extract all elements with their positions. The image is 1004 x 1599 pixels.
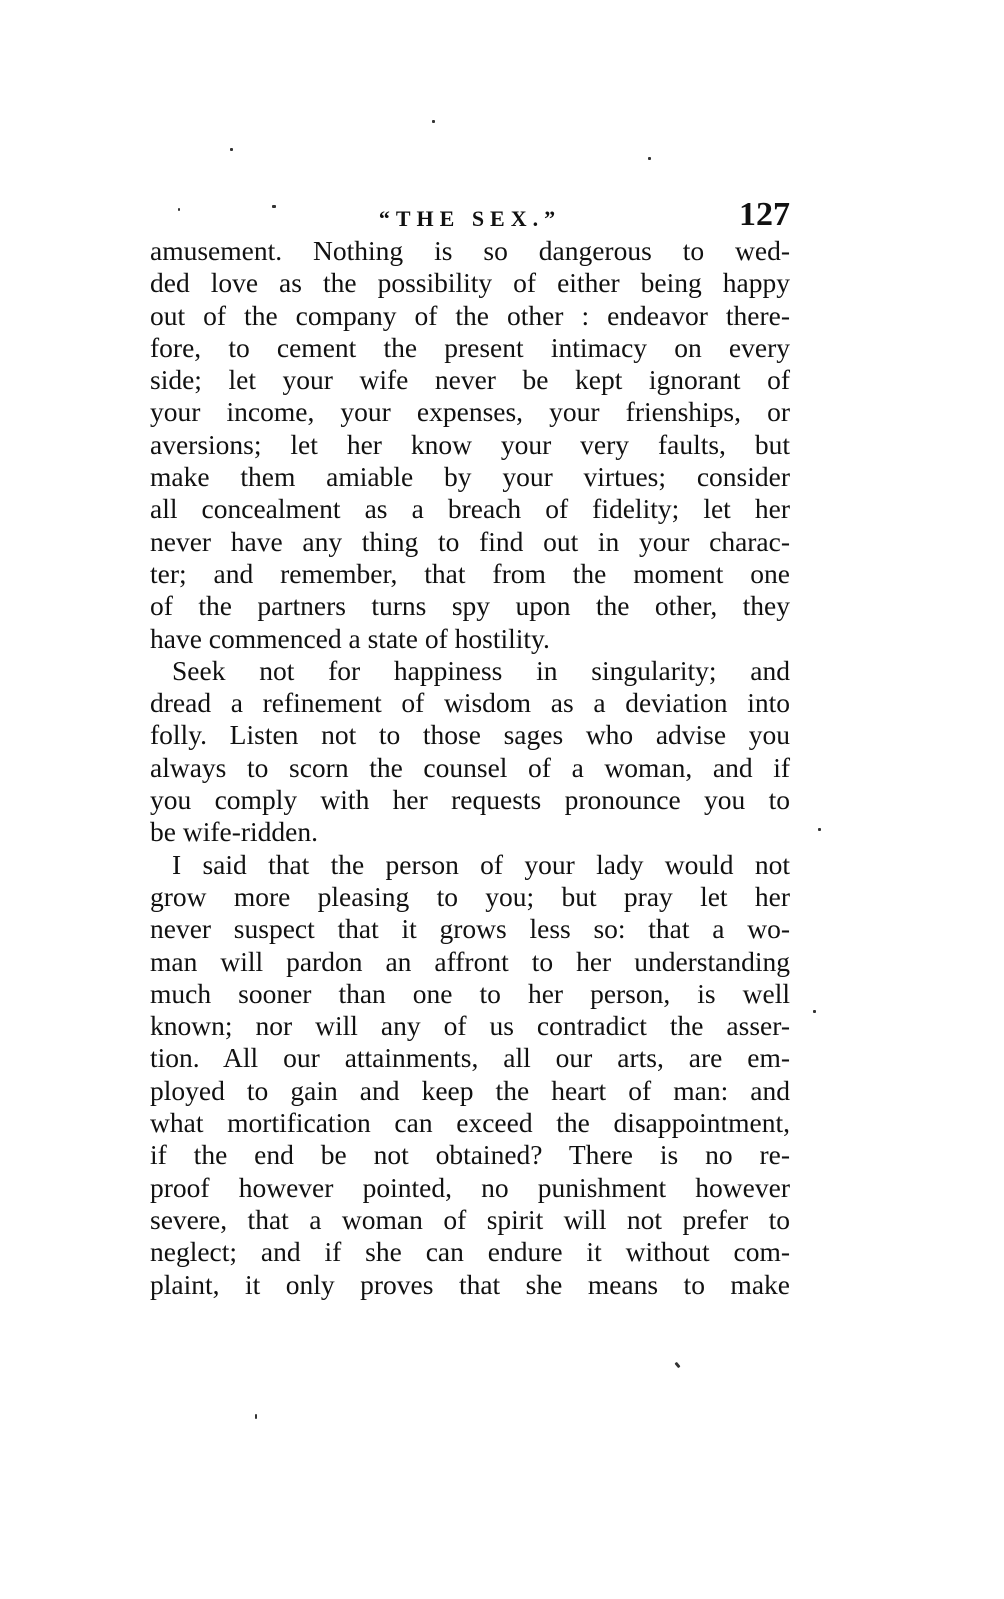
text-line: ter; and remember, that from the moment one [150, 557, 790, 589]
text-line: ded love as the possibility of either being happy [150, 267, 790, 299]
text-line: your income, your expenses, your frienships, or [150, 396, 790, 428]
scan-speck [272, 205, 276, 208]
text-line: known; nor will any of us contradict the asser- [150, 1010, 790, 1042]
scan-speck [813, 1010, 816, 1013]
text-line: side; let your wife never be kept ignorant of [150, 364, 790, 396]
text-line: folly. Listen not to those sages who advise you [150, 719, 790, 751]
scan-speck [674, 1362, 680, 1369]
text-line: never have any thing to find out in your charac- [150, 525, 790, 557]
scan-speck [648, 157, 651, 160]
text-line: if the end be not obtained? There is no re- [150, 1139, 790, 1171]
text-line: aversions; let her know your very faults, but [150, 428, 790, 460]
text-line: always to scorn the counsel of a woman, and if [150, 751, 790, 783]
text-line: out of the company of the other : endeavor there- [150, 299, 790, 331]
paragraph-start-line: Seek not for happiness in singularity; and [172, 654, 790, 686]
scan-speck [818, 828, 821, 831]
text-line: man will pardon an affront to her understanding [150, 945, 790, 977]
paragraph-start-line: I said that the person of your lady would not [172, 848, 790, 880]
page-number: 127 [739, 196, 790, 233]
text-line: amusement. Nothing is so dangerous to wed- [150, 235, 790, 266]
text-line: much sooner than one to her person, is well [150, 977, 790, 1009]
text-line: of the partners turns spy upon the other, they [150, 590, 790, 622]
scan-speck [230, 148, 233, 151]
text-line: plaint, it only proves that she means to make [150, 1268, 790, 1300]
scan-speck [255, 1414, 257, 1419]
text-line: fore, to cement the present intimacy on every [150, 331, 790, 363]
text-line: you comply with her requests pronounce you to [150, 784, 790, 816]
text-line: be wife-ridden. [150, 816, 318, 848]
text-line: what mortification can exceed the disappointment, [150, 1107, 790, 1139]
text-line: have commenced a state of hostility. [150, 622, 550, 654]
running-title: “THE SEX.” [378, 206, 562, 231]
text-line: proof however pointed, no punishment however [150, 1171, 790, 1203]
text-line: make them amiable by your virtues; consider [150, 461, 790, 493]
body-text [150, 235, 790, 1301]
text-line: all concealment as a breach of fidelity; let her [150, 493, 790, 525]
text-line: neglect; and if she can endure it without com- [150, 1236, 790, 1268]
text-line: severe, that a woman of spirit will not prefer to [150, 1203, 790, 1235]
text-line: tion. All our attainments, all our arts, are em- [150, 1042, 790, 1074]
scan-speck [178, 208, 180, 211]
text-line: never suspect that it grows less so: that a wo- [150, 913, 790, 945]
text-line: grow more pleasing to you; but pray let her [150, 880, 790, 912]
text-line: ployed to gain and keep the heart of man: and [150, 1074, 790, 1106]
text-line: dread a refinement of wisdom as a deviation into [150, 687, 790, 719]
scan-speck [432, 120, 435, 123]
